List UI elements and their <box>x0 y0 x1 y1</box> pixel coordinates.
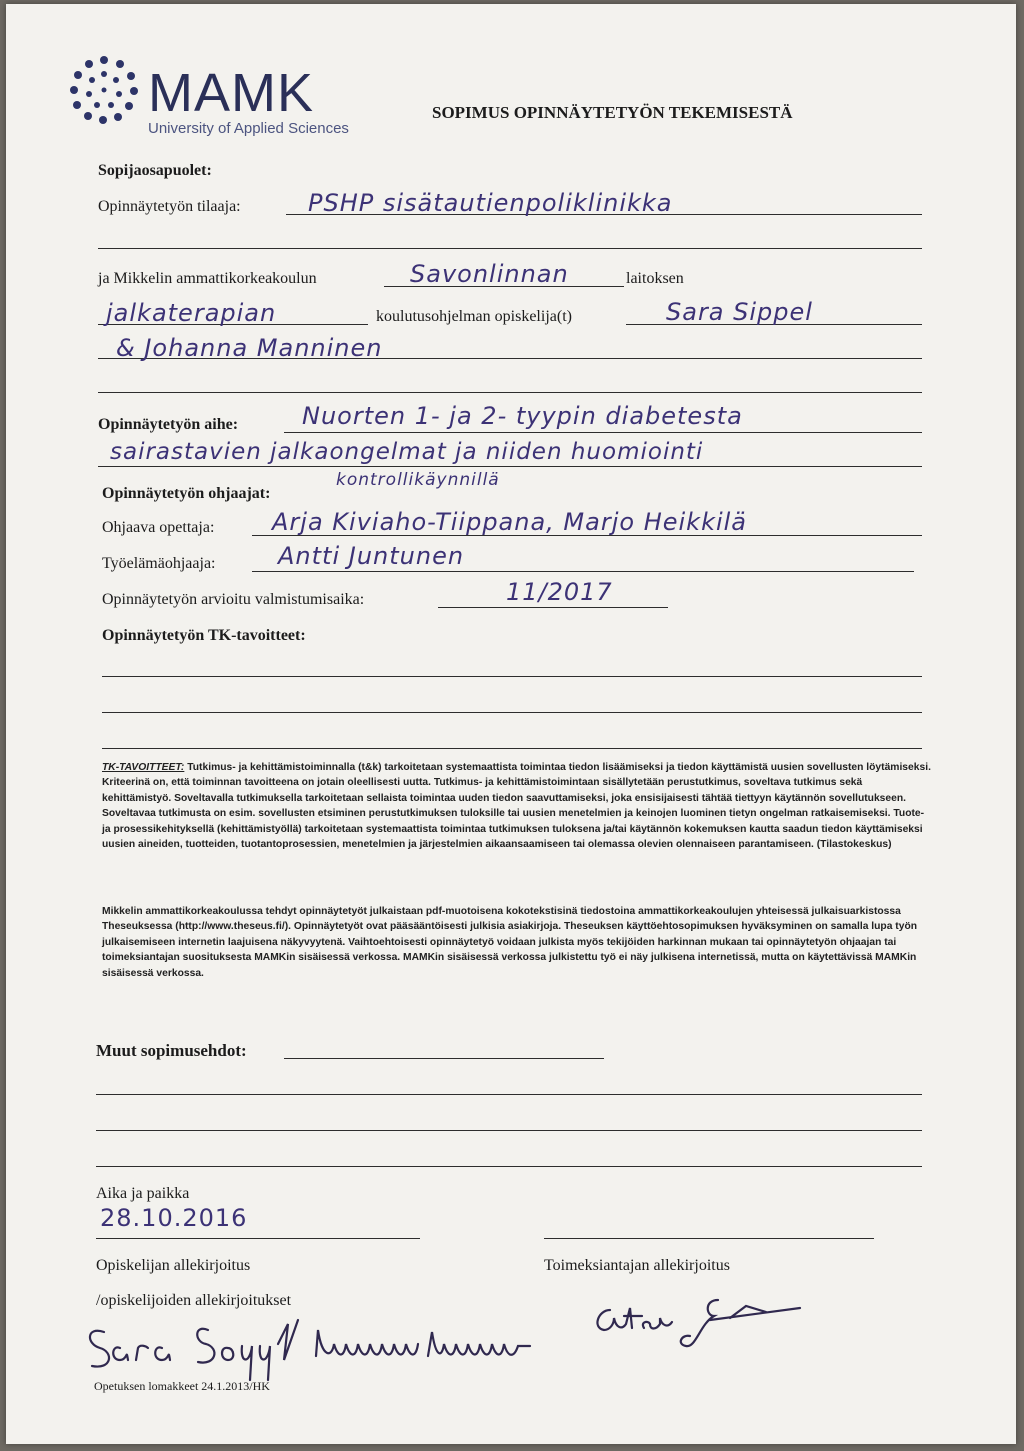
other-terms-line-3 <box>96 1130 922 1131</box>
completion-value[interactable]: 11/2017 <box>506 578 613 606</box>
logo-subtitle: University of Applied Sciences <box>148 120 349 137</box>
publication-text: pdf-muotoisena kokotekstisinä tiedostoina ammattikorkeakoulujen yhteisessä julkaisuarkistossa Theseuksessa (http://www.theseus.fi/). Opinnäytetyöt ovat pääsääntöisesti julkisia asiakirjoja. Theseuksen käyttöehtosopimuksen hyväksyminen on samalla lupa työn julkaisemiseen internetin laajuisena näkyvyytenä. Vaihtoehtoisesti opinnäytetyö voidaan julkista myös tekijöiden harkinnan mukaan tai opinnäytetyön ohjaajan tai toimeksiantajan suosituksesta MAMKin sisäisessä verkossa. MAMKin sisäisessä verkossa julkistettu työ ei näy julkisena internetissä, mutta on käytettävissä MAMKin sisäisessä verkossa. <box>102 906 918 979</box>
worklife-line <box>252 571 914 572</box>
client-line-2 <box>98 248 922 249</box>
student-label: koulutusohjelman opiskelija(t) <box>376 308 572 325</box>
goals-heading: Opinnäytetyön TK-tavoitteet: <box>102 627 306 644</box>
student-value-1[interactable]: Sara Sippel <box>666 298 813 326</box>
program-value[interactable]: jalkaterapian <box>106 299 277 327</box>
goals-line-2 <box>102 712 922 713</box>
topic-value-2[interactable]: sairastavien jalkaongelmat ja niiden huomiointi <box>110 439 704 465</box>
school-label-2: laitoksen <box>626 270 684 287</box>
client-label: Opinnäytetyön tilaaja: <box>98 198 241 215</box>
topic-line-2 <box>98 466 922 467</box>
student-line-3 <box>98 392 922 393</box>
parties-heading: Sopijaosapuolet: <box>98 162 212 179</box>
date-place-line <box>96 1238 420 1239</box>
dots-logo-icon <box>68 54 140 126</box>
date-place-line-right <box>544 1238 874 1239</box>
other-terms-label: Muut sopimusehdot: <box>96 1041 247 1060</box>
goals-line-3 <box>102 748 922 749</box>
completion-line <box>438 607 668 608</box>
school-value[interactable]: Savonlinnan <box>410 260 569 288</box>
goals-line-1 <box>102 676 922 677</box>
tk-lead: TK-TAVOITTEET: <box>102 762 185 773</box>
topic-label: Opinnäytetyön aihe: <box>98 416 239 433</box>
school-label: ja Mikkelin ammattikorkeakoulun <box>98 270 317 287</box>
tk-paragraph <box>102 760 932 852</box>
date-place-label: Aika ja paikka <box>96 1185 190 1202</box>
other-terms-line-2 <box>96 1094 922 1095</box>
tk-text: Tutkimus- ja kehittämistoiminnalla (t&k) tarkoitetaan systemaattista toimintaa tiedon lisäämiseksi ja tiedon käyttämistä uusien sovellusten löytämiseksi. Kriteerinä on, että toiminnan tavoitteena on jotain oleellisesti uutta. Tutkimus- ja kehittämistoimintaan sisällytetään perustutkimus, soveltava tutkimus sekä kehittämistyö. Soveltavalla tutkimuksella tarkoitetaan sellaista toimintaa uuden tiedon saavuttamiseksi, joka ensisijaisesti tähtää tiettyyn käytännön sovellutukseen. Soveltavaa tutkimusta on esim. sovellusten etsiminen perustutkimuksen tuloksille tai uusien menetelmien ja keinojen luominen tietyn ongelman ratkaisemiseksi. Tuote- ja prosessikehityksellä (kehittämistyöllä) tarkoitetaan systemaattista toimintaa tutkimuksen tuloksena ja/tai käytännön kokemuksen kautta saadun tiedon käyttämiseksi uusien aineiden, tuotteiden, tuotantoprosessien, menetelmien ja järjestelmien aikaansaamiseen tai olemassa olevien olennaiseen parantamiseen. (Tilastokeskus) <box>102 762 931 851</box>
client-signature-drawing <box>590 1294 810 1364</box>
mamk-logo <box>68 54 378 144</box>
students-signature-label: /opiskelijoiden allekirjoitukset <box>96 1292 292 1309</box>
document-title: SOPIMUS OPINNÄYTETYÖN TEKEMISESTÄ <box>432 103 793 122</box>
topic-value-3[interactable]: kontrollikäynnillä <box>336 470 500 490</box>
teacher-value[interactable]: Arja Kiviaho-Tiippana, Marjo Heikkilä <box>272 508 748 536</box>
teacher-label: Ohjaava opettaja: <box>102 519 215 536</box>
student-signature-label: Opiskelijan allekirjoitus <box>96 1257 251 1274</box>
worklife-label: Työelämäohjaaja: <box>102 555 216 572</box>
footer-text: Opetuksen lomakkeet 24.1.2013/HK <box>94 1379 270 1393</box>
publication-lead: Mikkelin ammattikorkeakoulussa tehdyt opinnäytetyöt julkaistaan <box>102 906 424 917</box>
student-value-2[interactable]: & Johanna Manninen <box>116 334 383 362</box>
other-terms-line <box>284 1058 604 1059</box>
topic-value-1[interactable]: Nuorten 1- ja 2- tyypin diabetesta <box>302 402 743 430</box>
form-page <box>6 4 1016 1444</box>
supervisors-heading: Opinnäytetyön ohjaajat: <box>102 485 271 502</box>
topic-line <box>284 432 922 433</box>
other-terms-line-4 <box>96 1166 922 1167</box>
date-value[interactable]: 28.10.2016 <box>100 1204 248 1232</box>
client-signature-label: Toimeksiantajan allekirjoitus <box>544 1257 730 1274</box>
completion-label: Opinnäytetyön arvioitu valmistumisaika: <box>102 591 365 608</box>
student-signatures-drawing <box>82 1304 552 1384</box>
client-value[interactable]: PSHP sisätautienpoliklinikka <box>308 189 673 217</box>
publication-paragraph <box>102 904 932 981</box>
worklife-value[interactable]: Antti Juntunen <box>278 542 465 570</box>
logo-text: MAMK <box>148 63 314 123</box>
